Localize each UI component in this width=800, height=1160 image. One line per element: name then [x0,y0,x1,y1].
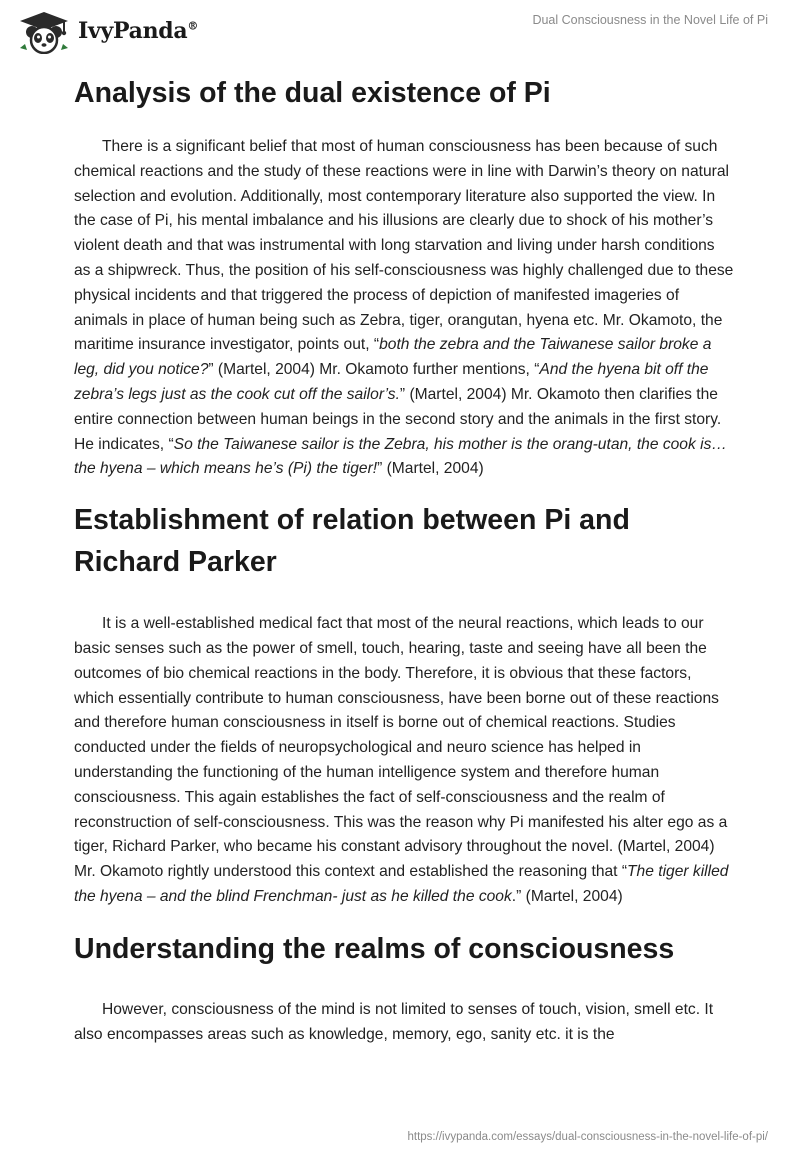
quoted-text: The tiger killed the hyena – and the blind Frenchman- just as he killed the cook [74,863,729,905]
quoted-text: both the zebra and the Taiwanese sailor broke a leg, did you notice? [74,336,712,379]
section-paragraph [74,135,734,482]
paragraph-text: There is a significant belief that most of human consciousness has been because of such chemical reactions and the study of these reactions were in line with Darwin’s theory on natural selection and evolution. Additionally, most contemporary literature also supported the view. In the case of Pi, his mental imbalance and his illusions are clearly due to shock of his mother’s violent death and that was instrumental with long starvation and living under harsh conditions as a shipwreck. Thus, the position of his self-consciousness was highly challenged due to these physical incidents and that triggered the process of depiction of manifested imageries of animals in place of human being such as Zebra, tiger, orangutan, hyena etc. Mr. Okamoto, the maritime insurance investigator, points out, “ [74,138,734,354]
section-paragraph [74,998,734,1048]
document-title: Dual Consciousness in the Novel Life of Pi [532,13,768,27]
paragraph-text: However, consciousness of the mind is not limited to senses of touch, vision, smell etc. It also encompasses areas such as knowledge, memory, ego, sanity etc. it is the [74,1000,714,1043]
section-heading: Establishment of relation between Pi and Richard Parker [74,504,630,579]
paragraph-text: ” (Martel, 2004) Mr. Okamoto then clarifies the entire connection between human beings in the second story and the animals in the first story. He indicates, “ [74,385,722,453]
section-heading: Analysis of the dual existence of Pi [74,77,551,109]
paragraph-text: .” (Martel, 2004) [511,887,623,905]
quoted-text: And the hyena bit off the zebra’s legs just as the cook cut off the sailor’s. [74,361,709,403]
essay-body [74,68,734,1047]
brand-logo[interactable] [16,8,198,54]
section-heading: Understanding the realms of consciousness [74,932,675,965]
paragraph-text: It is a well-established medical fact that most of the neural reactions, which leads to our basic senses such as the power of smell, touch, hearing, taste and seeing have all been the outcomes of bio chemical reactions in the body. Therefore, it is obvious that these factors, which essentially contribute to human consciousness, have been borne out of these reactions and therefore human consciousness in itself is borne out of chemical reactions. Studies conducted under the fields of neuropsychological and neuro science has helped in understanding the functioning of the human intelligence system and therefore human consciousness. This again establishes the fact of self-consciousness and the realm of reconstruction of self-consciousness. This was the reason why Pi manifested his alter ego as a tiger, Richard Parker, who became his constant advisory throughout the novel. (Martel, 2004) Mr. Okamoto rightly understood this context and established the reasoning that “ [74,615,728,881]
quoted-text: So the Taiwanese sailor is the Zebra, his mother is the orang-utan, the cook is…the hyena – which means he’s (Pi) the tiger! [74,435,727,478]
page-header [0,0,800,64]
paragraph-text: ” (Martel, 2004) Mr. Okamoto further mentions, “ [208,361,540,379]
panda-graduate-icon [16,8,72,54]
paragraph-text: ” (Martel, 2004) [377,460,484,478]
brand-name: IvyPanda® [78,18,199,44]
section-paragraph [74,612,734,910]
source-url[interactable]: https://ivypanda.com/essays/dual-consciousness-in-the-novel-life-of-pi/ [407,1131,768,1143]
